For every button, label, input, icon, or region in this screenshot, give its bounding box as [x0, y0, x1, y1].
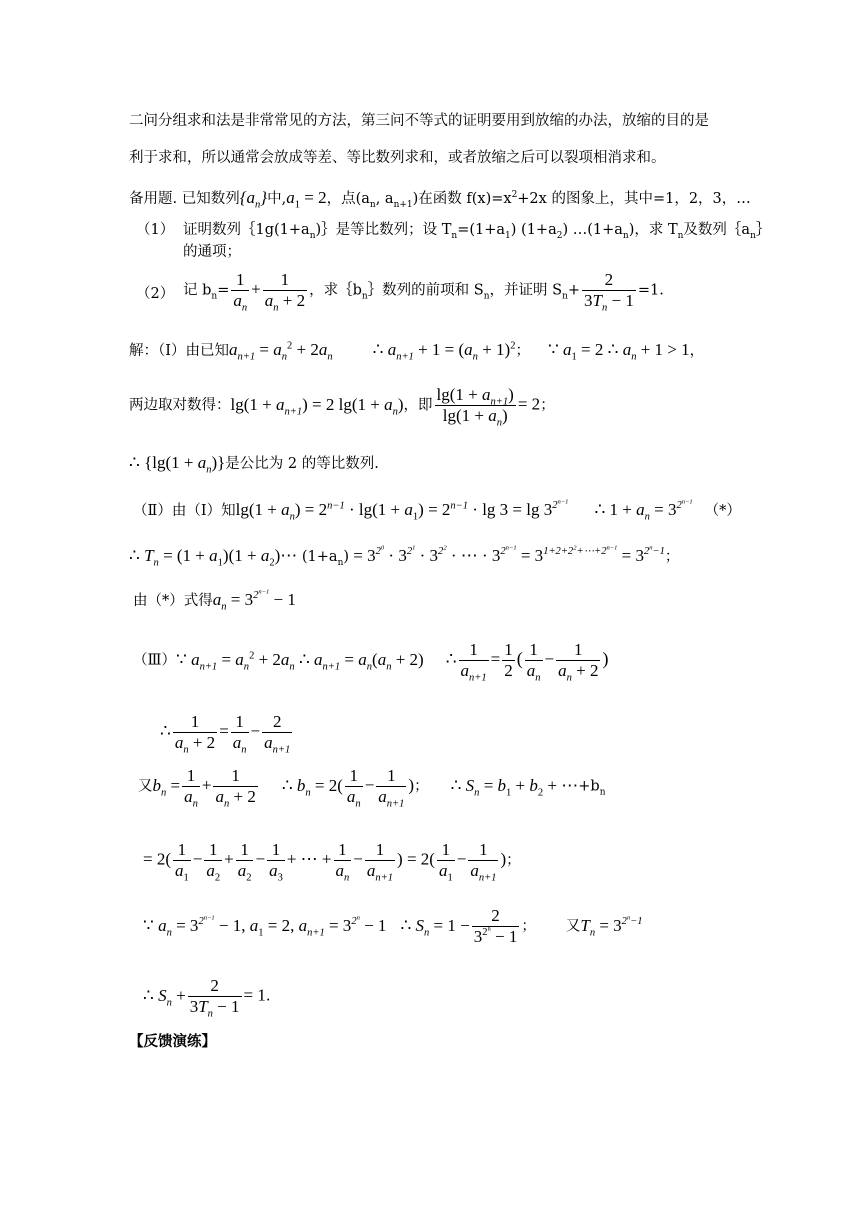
part-2-text: 记 $b_n=$ $\frac{1}{a_n}$ + $\frac{1}{a_n + 2}$ ，求$\{b_n\}$数列的前项和 $S_n$，并证明 $S_n+$ $\frac{2}{3T_n - 1}$ =1.: [183, 270, 664, 314]
intro-line-1: 二问分组求和法是非常常见的方法，第三问不等式的证明要用到放缩的办法，放缩的目的是: [129, 113, 709, 129]
solution-2: 两边取对数得：$\lg(1 + a_{n+1}) = 2$ $\lg(1 + a_n)$，即 $\frac{\lg(1 + a_{n+1})}{\lg(1 + a_n)}$ = 2；: [129, 385, 555, 429]
part-1-text: 证明数列$\{1g(1+a_n)\}$是等比数列；设 $T_n=(1+a_1)$ $(1+a_2)$ $\dots(1+a_n)$，求 $T_n$及数列$\{a_n\}$: [183, 222, 771, 241]
part-2-number: （2）: [136, 286, 175, 302]
solution-3: ∴ $\{\lg(1 + a_n)\}$是公比为 2 的等比数列.: [129, 453, 379, 476]
solution-5: ∴ $T_n = (1 + a_1)(1$ + $a_2)\cdots$ $(1+a_n) = 3^{2^0} \cdot 3^{2^1} \cdot 3^{2^2}$ · ⋯ · $3^{2^{n-1}} = 3^{1+2+2^2+\cdots+2^{n-1}} = 3^{2^n-1}$；: [129, 544, 680, 569]
intro-line-2: 利于求和，所以通常会放成等差、等比数列求和，或者放缩之后可以裂项相消求和。: [129, 150, 666, 166]
solution-11: ∵ $a_n = 3^{2^{n-1}} - 1$, $a_1 = 2$, $a_{n+1} = 3^{2^n} - 1$ ∴ $S_n = 1$ − $\frac{2}{3^{2^n} - 1}$ ； 又$T_n = 3^{2^n-1}$: [143, 906, 643, 946]
solution-8: ∴ $\frac{1}{a_n + 2}$ = $\frac{1}{a_n}$ − $\frac{2}{a_{n+1}}$: [160, 712, 291, 756]
solution-4: （Ⅱ）由（Ⅰ）知$\lg(1 + a_n) = 2^{n-1} \cdot \lg(1 + a_1) = 2^{n-1} \cdot \lg 3 = \lg 3^{2^{n-1}}$ ∴ $1 + a_n = 3^{2^{n-1}}(*)$: [133, 498, 741, 523]
problem-statement: 备用题. 已知数列$\{a_n\}$中$,a_1 = 2$，点($a_n$, $a_{n+1}$)在函数 $f(x)=x^2+2x$ 的图象上，其中=1，2，3，…: [129, 188, 751, 211]
section-heading-feedback: 【反馈演练】: [129, 1034, 216, 1050]
solution-9: 又$b_n$ = $\frac{1}{a_n}$ + $\frac{1}{a_n + 2}$ ∴ $b_n = 2$( $\frac{1}{a_n}$ − $\frac{1}{a_{n+1}}$ )； ∴ $S_n = b_1 + b_2$ + $\cdots+b_n$: [138, 766, 606, 810]
solution-7: （Ⅲ）∵ $a_{n+1} = a_n^2 + 2a_n$ ∴ $a_{n+1} = a_n(a_n + 2)$ ∴ $\frac{1}{a_{n+1}}$ = $\frac{1}{2}$ ( $\frac{1}{a_n}$ − $\frac{1}{a_n + 2}$ ): [133, 640, 609, 684]
solution-10: = 2( $\frac{1}{a_1}$ − $\frac{1}{a_2}$ + $\frac{1}{a_2}$ − $\frac{1}{a_3}$ + ⋯ + $\frac{1}{a_n}$ − $\frac{1}{a_{n+1}}$ ) = 2( $\frac{1}{a_1}$ − $\frac{1}{a_{n+1}}$ )；: [143, 840, 521, 884]
solution-12: ∴ $S_n$ + $\frac{2}{3T_n - 1}$ = 1.: [143, 976, 271, 1020]
part-1-number: （1）: [136, 222, 175, 238]
solution-6: 由（*）式得$a_n = 3^{2^{n-1}} - 1$: [133, 588, 296, 613]
part-1-text-line2: 的通项；: [183, 244, 241, 260]
solution-1: 解：（Ⅰ）由已知$a_{n+1} = a_n^2 + 2a_n$ ∴ $a_{n+1} + 1 = (a_n + 1)^2$； ∵ $a_1 = 2$ ∴ $a_n + 1 > 1$，: [129, 340, 705, 363]
